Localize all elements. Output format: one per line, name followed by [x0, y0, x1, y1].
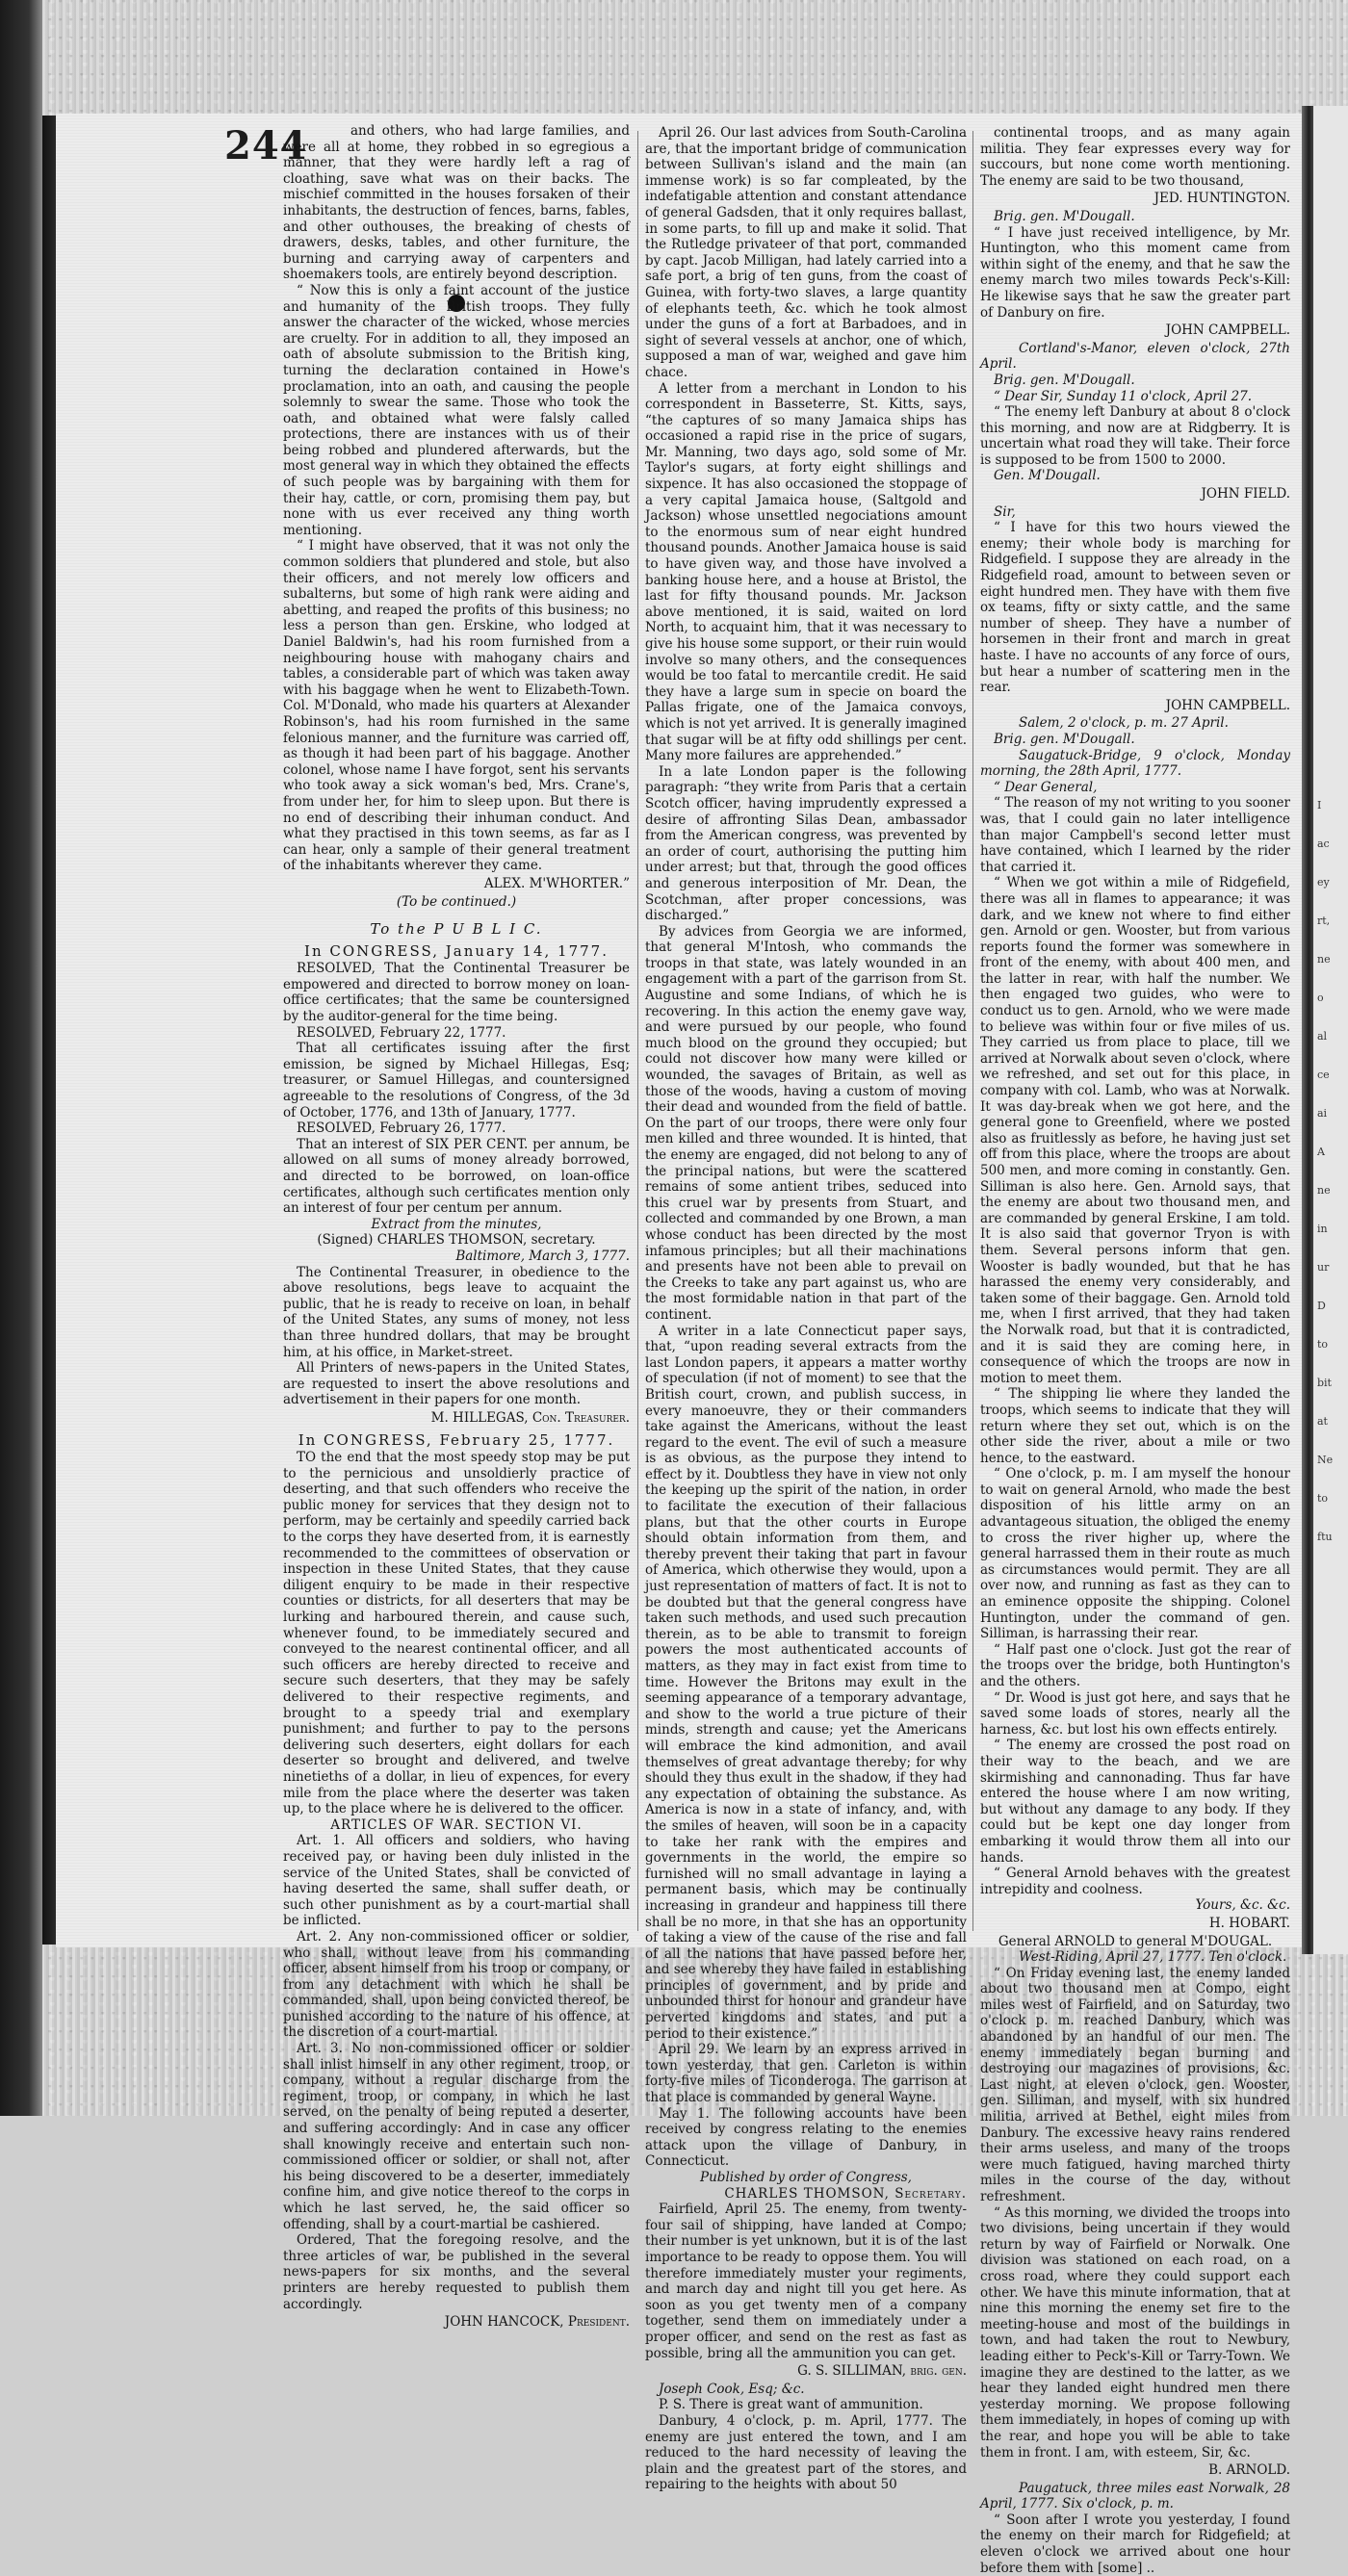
addressee: Brig. gen. M'Dougall.	[994, 731, 1135, 747]
column-right	[980, 125, 1290, 2576]
facing-page-fragment: ai	[1317, 1107, 1328, 1120]
facing-page-fragment: in	[1317, 1223, 1328, 1235]
article-paragraph: April 29. We learn by an express arrived in town yesterday, that gen. Carleton is within forty-five miles of Ticonderoga. The garrison at that place is commanded by general Wayne.	[645, 2042, 967, 2106]
resolution: RESOLVED, That the Continental Treasurer be empowered and directed to borrow money on loan-office certificates; that the same be countersigned by the auditor-general for the time being.	[283, 961, 630, 1025]
article-paragraph: and others, who had large families, and were all at home, they robbed in so egregious a manner, that they were hardly left a rag of cloathing, save what was on their backs. The mischief committed in the houses forsaken of their inhabitants, the destruction of fences, barns, fables, and other outhouses, the breaking of chests of drawers, desks, tables, and other furniture, the burning and carrying away of carpenters and shoemakers tools, are entirely beyond description.	[283, 123, 630, 283]
article-of-war: Art. 2. Any non-commissioned officer or soldier, who shall, without leave from his commanding officer, absent himself from his troop or company, or from any detachment with which he shall be commanded, shall, upon being convicted thereof, be punished according to the nature of his offence, at the discretion of a court-martial.	[283, 1928, 630, 2041]
article-paragraph: A writer in a late Connecticut paper says, that, “upon reading several extracts from the last London papers, it appears a matter worthy of speculation (if not of moment) to see that the British court, crown, and publish success, in every manoeuvre, they or their commanders take against the Americans, without the least regard to the event. The evil of such a measure is as obvious, as the purpose they intend to effect by it. Doubtless they have in view not only the keeping up the spirit of the nation, in order to facilitate the execution of their fallacious plans, but that the other courts in Europe should obtain information from them, and thereby prevent their taking that part in favour of America, which otherwise they would, upon a just representation of matters of fact. It is not to be doubted but that the general congress have taken such methods, and used such precaution therein, as to be able to transmit to foreign powers the most authenticated accounts of matters, as they may in fact exist from time to time. However the Britons may exult in the seeming appearance of a temporary advantage, and show to the world a true picture of their minds, strength and cause; yet the Americans will embrace the kind admonition, and avail themselves of great advantage thereby; for why should they thus exult in the shadow, if they had any expectation of obtaining the substance. As America is now in a state of infancy, and, with the smiles of heaven, will soon be in a capacity to take her rank with the empires and governments in the world, the empire so furnished will no small advantage in laying a permanent basis, which may be continually increasing in grandeur and happiness till there shall be no more, in that she has an opportunity of taking a view of the cause of the rise and fall of all the nations that have passed before her, and see whereby they have failed in establishing principles of government, and by pride and unbounded thirst for honour and grandeur have perverted kingdoms and states, and put a period to their existence.”	[645, 1323, 967, 2042]
salutation: “ Dear Sir, Sunday 11 o'clock, April 27.	[994, 388, 1253, 404]
addressee: Brig. gen. M'Dougall.	[994, 372, 1135, 388]
resolution: That all certificates issuing after the first emission, be signed by Michael Hillegas, Esq; treasurer, or Samuel Hillegas, and countersigned agreeable to the resolutions of Congress, of the 3d of October, 1776, and 13th of January, 1777.	[283, 1041, 630, 1121]
resolution-date: RESOLVED, February 22, 1777.	[297, 1024, 506, 1041]
letter-paragraph: Fairfield, April 25. The enemy, from twenty-four sail of shipping, have landed at Compo; their number is yet unknown, but it is of the last importance to be ready to oppose them. You will therefore immediately muster your regiments, and march day and night till you get here. As soon as you get twenty men of a company together, send them on immediately under a proper officer, and send on the rest as fast as possible, bring all the ammunition you can get.	[645, 2202, 967, 2361]
letter-paragraph: “ Half past one o'clock. Just got the rear of the troops over the bridge, both Huntington's and the others.	[980, 1641, 1290, 1689]
article-paragraph: “ Now this is only a faint account of the justice and humanity of the British troops. They fully answer the character of the wicked, whose mercies are cruelty. For in addition to all, they imposed an oath of absolute submission to the British king, turning the declaration contained in Howe's proclamation, into an oath, and causing the people solemnly to swear the same. Those who took the oath, and obtained what were falsly called protections, there are instances with us of their being robbed and plundered afterwards, but the most general way in which they obtained the effects of such people was by bargaining with them for their hay, cattle, or corn, promising them pay, but none with us ever received any thing worth mentioning.	[283, 282, 630, 538]
dateline: Cortland's-Manor, eleven o'clock, 27th April.	[980, 340, 1290, 373]
facing-page-fragment: at	[1317, 1415, 1328, 1428]
articles-heading: ARTICLES OF WAR. SECTION VI.	[330, 1816, 583, 1833]
facing-page-fragment: ur	[1317, 1261, 1330, 1274]
congress-heading: In CONGRESS, January 14, 1777.	[304, 941, 609, 960]
letter-paragraph: “ I have just received intelligence, by Mr. Huntington, who this moment came from within sight of the enemy, and that he saw the enemy march two miles towards Peck's-Kill: He likewise says that he saw the greater part of Danbury on fire.	[980, 224, 1290, 321]
signature: JOHN CAMPBELL.	[1165, 697, 1290, 713]
page-number: 244	[224, 123, 308, 168]
letter-paragraph: “ On Friday evening last, the enemy landed about two thousand men at Compo, eight miles west of Fairfield, and on Saturday, two o'clock p. m. reached Danbury, which was abandoned by an handful of our men. The enemy immediately began burning and destroying our magazines of provisions, &c. Last night, at eleven o'clock, gen. Wooster, gen. Silliman, and myself, with six hundred militia, arrived at Bethel, eight miles from Danbury. The excessive heavy rains rendered their arms useless, and many of the troops were much fatigued, having marched thirty miles in the course of the day, without refreshment.	[980, 1965, 1290, 2204]
letter-paragraph: “ The shipping lie where they landed the troops, which seems to indicate that they will return where they set out, which is on the other side the river, about a mile or two hence, to the eastward.	[980, 1386, 1290, 1466]
facing-page-fragment: ey	[1317, 876, 1330, 889]
signature: M. HILLEGAS, Con. Treasurer.	[430, 1409, 630, 1426]
newspaper-page	[56, 114, 1302, 2576]
dateline: West-Riding, April 27, 1777. Ten o'clock.	[1019, 1949, 1287, 1966]
dateline: Paugatuck, three miles east Norwalk, 28 April, 1777. Six o'clock, p. m.	[980, 2480, 1290, 2512]
book-left-edge	[0, 0, 42, 2116]
continued-note: (To be continued.)	[396, 893, 517, 910]
facing-page-fragment: to	[1317, 1338, 1329, 1351]
column-middle	[645, 125, 967, 2493]
signature: JOHN CAMPBELL.	[1165, 322, 1290, 339]
signature: B. ARNOLD.	[1208, 2462, 1290, 2479]
facing-page-fragment: ftu	[1317, 1531, 1333, 1543]
facing-page-fragment: ac	[1317, 837, 1330, 850]
letter-paragraph: “ When we got within a mile of Ridgefield, there was all in flames to appearance; it was dark, and we knew not where to find either gen. Arnold or gen. Wooster, but from various reports found the former was somewhere in front of the enemy, with about 400 men, and the latter in rear, with half the number. We then engaged two guides, who were to conduct us to gen. Arnold, who we were made to believe was within four or five miles of us. They carried us from place to place, till we arrived at Norwalk about seven o'clock, where we refreshed, and set out for this place, in company with col. Lamb, who was at Norwalk. It was day-break when we got here, and the general gone to Greenfield, where we posted also as fruitlessly as before, he having just set off from this place, where the troops are about 500 men, and more coming in constantly. Gen. Silliman is also here. Gen. Arnold says, that the enemy are about two thousand men, and are commanded by general Erskine, I am told. It is also said that governor Tryon is with them. Several persons inform that gen. Wooster is badly wounded, but that he has harassed the enemy very considerably, and taken some of their baggage. Gen. Arnold told me, when I first arrived, that they had taken the Norwalk road, but that it is contradicted, and it is said they are coming here, in consequence of which the troops are now in motion to meet them.	[980, 875, 1290, 1386]
facing-page-fragment: I	[1317, 799, 1322, 811]
salutation: “ Dear General,	[994, 779, 1098, 795]
facing-page-fragment: ce	[1317, 1069, 1330, 1081]
postscript: P. S. There is great want of ammunition.	[659, 2397, 923, 2413]
facing-page-fragment: to	[1317, 1492, 1329, 1505]
congress-heading: In CONGRESS, February 25, 1777.	[298, 1430, 615, 1449]
letter-paragraph: “ Soon after I wrote you yesterday, I found the enemy on their march for Ridgefield; at eleven o'clock we arrived about one hour before them with [some] ..	[980, 2512, 1290, 2576]
scan-noise-top	[0, 0, 1348, 116]
notice-paragraph: The Continental Treasurer, in obedience to the above resolutions, begs leave to acquaint the public, that he is ready to receive on loan, in behalf of the United States, any sums of money, not less than three hundred dollars, that may be brought him, at his office, in Market-street.	[283, 1264, 630, 1360]
facing-page-fragment: ne	[1317, 1184, 1331, 1197]
letter-paragraph: “ As this morning, we divided the troops into two divisions, being uncertain if they would return by way of Fairfield or Norwalk. One division was stationed on each road, on a cross road, where they could support each other. We have this minute information, that at nine this morning the enemy set fire to the meeting-house and most of the buildings in town, and had taken the rout to Newbury, leading either to Peck's-Kill or Tarry-Town. We imagine they are destined to the latter, as we hear they landed eight hundred men there yesterday morning. We propose following them immediately, in hopes of coming up with the rear, and hope you will be able to take them in front. I am, with esteem, Sir, &c.	[980, 2204, 1290, 2460]
letter-paragraph: “ I have for this two hours viewed the enemy; their whole body is marching for Ridgefield. I suppose they are already in the Ridgefield road, amount to between seven or eight hundred men. They have with them five ox teams, fifty or sixty cattle, and the same number of sheep. They have a number of horsemen in their front and march in great haste. I have no accounts of any force of ours, but hear a number of scattering men in the rear.	[980, 520, 1290, 696]
salutation: Sir,	[994, 503, 1016, 520]
signature: ALEX. M'WHORTER.”	[483, 875, 630, 891]
column-left	[283, 123, 630, 2331]
book-spine-shadow	[42, 116, 56, 1945]
signature: JED. HUNTINGTON.	[1154, 191, 1290, 207]
article-paragraph: “ I might have observed, that it was not only the common soldiers that plundered and stole, but also their officers, and not merely low officers and subalterns, but some of high rank were aiding and abetting, and reaped the profits of this business; no less a person than gen. Erskine, who lodged at Daniel Baldwin's, had his room furnished from a neighbouring house with mahogany chairs and tables, a considerable part of which was taken away with his baggage when he went to Elizabeth-Town. Col. M'Donald, who made his quarters at Alexander Robinson's, had his room furnished in the same felonious manner, and the furniture was carried off, as though it had been part of his baggage. Another colonel, whose name I have forgot, sent his servants who took away a sick woman's bed, Mrs. Crane's, from under her, for him to sleep upon. But there is no end of describing their inhuman conduct. And what they practised in this town seems, as far as I can hear, only a sample of their general treatment of the inhabitants wherever they came.	[283, 538, 630, 874]
facing-page-fragment: A	[1317, 1146, 1325, 1158]
resolution-date: RESOLVED, February 26, 1777.	[297, 1121, 506, 1137]
facing-page-fragment: D	[1317, 1300, 1326, 1312]
facing-page-fragment: rt,	[1317, 914, 1331, 927]
letter-paragraph: “ The enemy are crossed the post road on their way to the beach, and we are skirmishing and cannonading. Thus far have entered the house where I am now writing, but without any damage to any body. If they could but be kept one day longer from embarking it would throw them all into our hands.	[980, 1738, 1290, 1866]
dateline: Salem, 2 o'clock, p. m. 27 April.	[1019, 715, 1229, 732]
order-paragraph: Ordered, That the foregoing resolve, and the three articles of war, be published in the several news-papers for six months, and the several printers are hereby requested to publish them accordingly.	[283, 2232, 630, 2312]
article-paragraph: By advices from Georgia we are informed, that general M'Intosh, who commands the troops in that state, was lately wounded in an engagement with a part of the garrison from St. Augustine and some Indians, of which he is recovering. In this action the enemy gave way, and were pursued by our people, who found much blood on the ground they occupied; but could not discover how many were killed or wounded, the savages of Britain, as well as those of the woods, having a custom of moving their dead and wounded from the field of battle. On the part of our troops, there were only four men killed and three wounded. It is hinted, that the enemy are engaged, did not belong to any of the principal nations, but were the scattered remains of some antient tribes, seduced into this cruel war by presents from Stuart, and collected and commanded by one Brown, a man whose conduct has been directed by the most infamous principles; but all their machinations and presents have not been able to prevail on the Creeks to take any part against us, who are the most formidable nation in that part of the continent.	[645, 923, 967, 1323]
letter-paragraph: Danbury, 4 o'clock, p. m. April, 1777. The enemy are just entered the town, and I am reduced to the hard necessity of leaving the plain and the greatest part of the stores, and repairing to the heights with about 50	[645, 2412, 967, 2493]
dateline: Baltimore, March 3, 1777.	[455, 1248, 630, 1264]
facing-page-fragment: bit	[1317, 1377, 1332, 1389]
article-paragraph: In a late London paper is the following paragraph: “they write from Paris that a certain Scotch officer, having imprudently expressed a desire of affronting Silas Dean, ambassador from the American congress, was prevented by an order of court, authorising the putting him under arrest; but that, through the good offices and generous interposition of Mr. Dean, the Scotchman, after proper concessions, was discharged.”	[645, 763, 967, 924]
facing-page-fragment: o	[1317, 992, 1324, 1004]
facing-page-fragment: Ne	[1317, 1454, 1334, 1466]
addressee: Brig. gen. M'Dougall.	[994, 208, 1135, 224]
signature: G. S. SILLIMAN, brig. gen.	[797, 2363, 967, 2380]
closing: Yours, &c. &c.	[1195, 1897, 1290, 1914]
section-heading: To the P U B L I C.	[370, 920, 543, 939]
column-rule	[972, 131, 973, 1931]
letter-paragraph: “ Dr. Wood is just got here, and says that he saved some loads of stores, nearly all the harness, &c. but lost his own effects entirely.	[980, 1689, 1290, 1738]
article-of-war: Art. 1. All officers and soldiers, who having received pay, or having been duly inlisted in the service of the United States, shall be convicted of having deserted the same, shall suffer death, or such other punishment as by a court-martial shall be inflicted.	[283, 1833, 630, 1929]
resolution: TO the end that the most speedy stop may be put to the pernicious and unsoldierly practice of deserting, and that such offenders who receive the public money for services that they design not to perform, may be certainly and speedily carried back to the corps they have deserted from, it is earnestly recommended to the committees of observation or inspection in these United States, that they cause diligent enquiry to be made in their respective counties or districts, for all deserters that may be lurking and harboured therein, and cause such, whenever found, to be immediately secured and conveyed to the nearest continental officer, and all such officers are hereby directed to receive and secure such deserters, that they may be safely delivered to their respective regiments, and brought to a speedy trial and exemplary punishment; and further to pay to the persons delivering such deserters, eight dollars for each deserter so brought and delivered, and twelve ninetieths of a dollar, in lieu of expences, for every mile from the place where the deserter was taken up, to the place where he is delivered to the officer.	[283, 1450, 630, 1817]
article-paragraph: April 26. Our last advices from South-Carolina are, that the important bridge of communication between Sullivan's island and the main (an immense work) is so far compleated, by the indefatigable attention and constant attendance of general Gadsden, that it only requires ballast, in some parts, to fill up and make it solid. That the Rutledge privateer of that port, commanded by capt. Jacob Milligan, had lately carried into a safe port, a brig of ten guns, from the coast of Guinea, with forty-two slaves, a large quantity of elephants teeth, &c. which he took almost under the guns of a fort at Barbadoes, and in sight of several vessels at anchor, one of which, supposed a man of war, weighed and gave him chace.	[645, 125, 967, 380]
article-paragraph: A letter from a merchant in London to his correspondent in Basseterre, St. Kitts, says, “the captures of so many Jamaica ships has occasioned a rapid rise in the price of sugars, Mr. Manning, two days ago, sold some of Mr. Taylor's sugars, at forty eight shillings and sixpence. It has also occasioned the stoppage of a very capital Jamaica house, (Saltgold and Jackson) whose unsettled negociations amount to the enormous sum of near eight hundred thousand pounds. Another Jamaica house is said to have given way, and those have involved a banking house here, and a house at Bristol, the last for fifty thousand pounds. Mr. Jackson above mentioned, it is said, waited on lord North, to acquaint him, that it was necessary to give his house some support, or their ruin would involve so many others, and the consequences would be too fatal to mercantile credit. He said they have a large sum in specie on board the Pallas frigate, one of the Jamaica convoys, which is not yet arrived. It is generally imagined that sugar will be at fifty odd shillings per cent. Many more failures are apprehended.”	[645, 380, 967, 764]
notice-paragraph: All Printers of news-papers in the United States, are requested to insert the above resolutions and advertisement in their papers for one month.	[283, 1360, 630, 1408]
extract-line: Extract from the minutes,	[371, 1216, 542, 1232]
facing-page-fragment: al	[1317, 1030, 1328, 1043]
letter-paragraph: “ The enemy left Danbury at about 8 o'clock this morning, and now are at Ridgberry. It is uncertain what road they will take. Their force is supposed to be from 1500 to 2000.	[980, 404, 1290, 468]
letter-paragraph: “ General Arnold behaves with the greatest intrepidity and coolness.	[980, 1866, 1290, 1897]
addressee: Gen. M'Dougall.	[994, 468, 1101, 484]
facing-page-edge	[1313, 106, 1348, 1954]
signed-line: (Signed) CHARLES THOMSON, secretary.	[317, 1232, 596, 1249]
letter-paragraph: “ One o'clock, p. m. I am myself the honour to wait on general Arnold, who made the best disposition of his little army on an advantageous situation, the obliged the enemy to cross the river higher up, where the general harrassed them in their route as much as circumstances would permit. They are all over now, and running as fast as they can to an eminence opposite the shipping. Colonel Huntington, under the command of gen. Silliman, is harrassing their rear.	[980, 1466, 1290, 1642]
letter-heading: General ARNOLD to general M'DOUGAL.	[998, 1933, 1273, 1949]
letter-paragraph: “ The reason of my not writing to you sooner was, that I could gain no later intelligence than major Campbell's second letter must have contained, which I learned by the rider that carried it.	[980, 795, 1290, 875]
column-rule	[637, 131, 638, 1931]
letter-paragraph: continental troops, and as many again militia. They fear expresses every way for succours, but none come worth mentioning. The enemy are said to be two thousand,	[980, 125, 1290, 189]
facing-page-fragment: ne	[1317, 953, 1331, 966]
addressee: Joseph Cook, Esq; &c.	[659, 2381, 805, 2397]
published-line: Published by order of Congress,	[700, 2170, 912, 2185]
signature: JOHN FIELD.	[1201, 486, 1290, 502]
book-gutter-shadow	[1302, 106, 1313, 1954]
dateline: Saugatuck-Bridge, 9 o'clock, Monday morning, the 28th April, 1777.	[980, 747, 1290, 780]
signature: JOHN HANCOCK, President.	[444, 2314, 630, 2331]
signature: CHARLES THOMSON, Secretary.	[724, 2185, 967, 2202]
article-of-war: Art. 3. No non-commissioned officer or soldier shall inlist himself in any other regiment, troop, or company, without a regular discharge from the regiment, troop, or company, in which he last served, on the penalty of being reputed a deserter, and suffering accordingly: And in case any officer shall knowingly receive and entertain such non-commissioned officer or soldier, or shall not, after his being discovered to be a deserter, immediately confine him, and give notice thereof to the corps in which he last served, he, the said officer so offending, shall by a court-martial be cashiered.	[283, 2041, 630, 2232]
resolution: That an interest of SIX PER CENT. per annum, be allowed on all sums of money already borrowed, and directed to be borrowed, on loan-office certificates, although such certificates mention only an interest of four per centum per annum.	[283, 1136, 630, 1217]
article-paragraph: May 1. The following accounts have been received by congress relating to the enemies attack upon the village of Danbury, in Connecticut.	[645, 2105, 967, 2170]
signature: H. HOBART.	[1208, 1915, 1290, 1931]
